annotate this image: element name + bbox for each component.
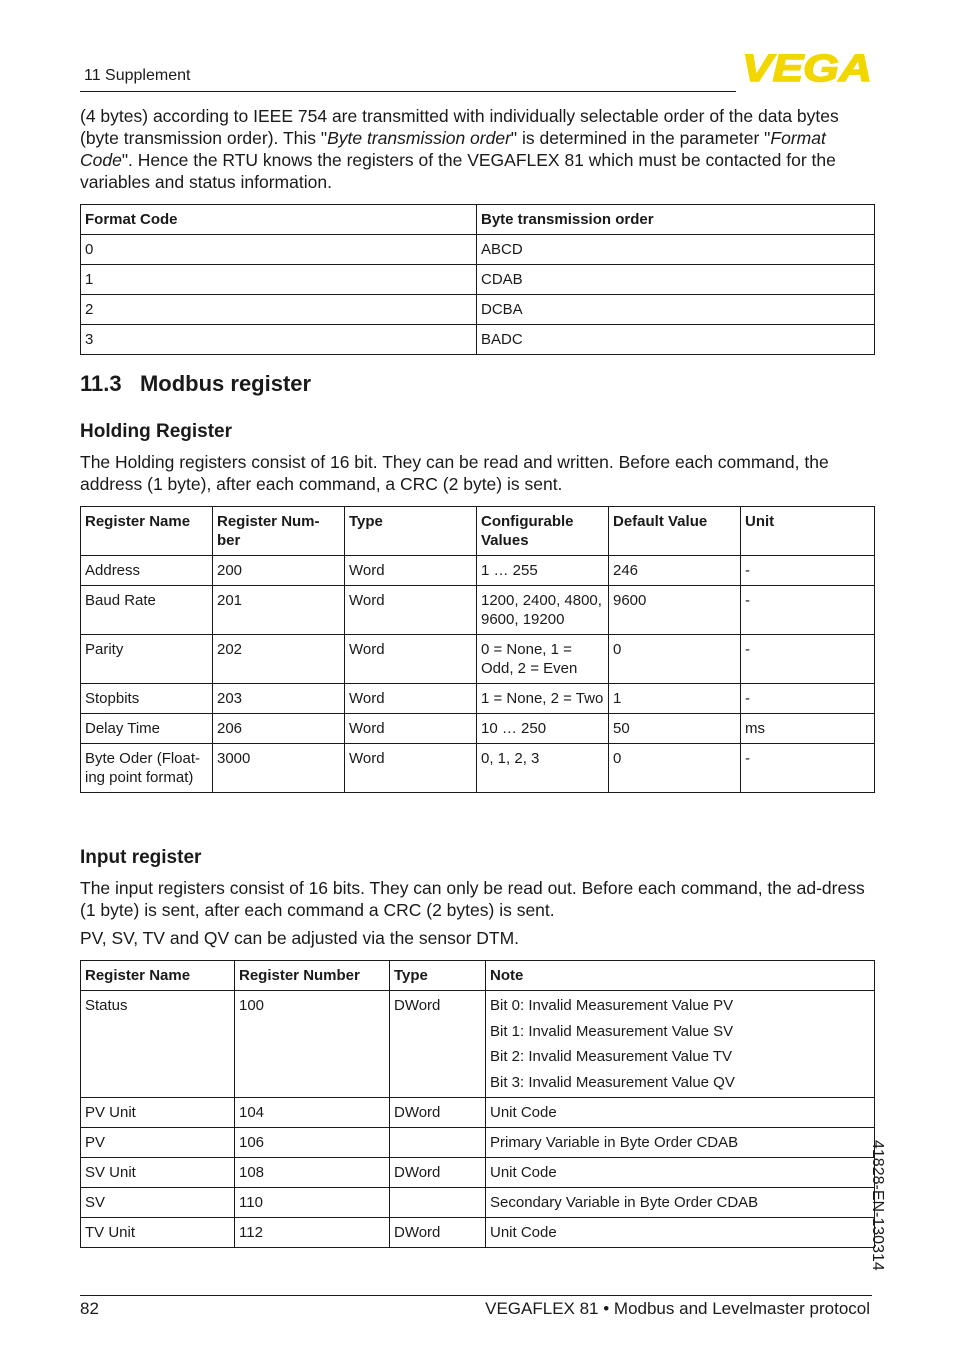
table-row (81, 991, 875, 1098)
column-header: Register Name (81, 507, 213, 556)
table-cell: 110 (235, 1187, 390, 1217)
holding-register-table (80, 506, 875, 793)
input-register-heading: Input register (80, 847, 202, 868)
table-cell: Stopbits (81, 684, 213, 714)
table-cell: - (741, 635, 875, 684)
holding-register-paragraph: The Holding registers consist of 16 bit. They can be read and written. Before each command, the address (1 byte), after each command, a CRC (2 byte) is sent. (80, 452, 829, 494)
table-cell: - (741, 744, 875, 793)
table-cell: DWord (390, 1097, 486, 1127)
note-line: Bit 1: Invalid Measurement Value SV (490, 1022, 734, 1040)
footer-title: VEGAFLEX 81 • Modbus and Levelmaster protocol (485, 1299, 870, 1318)
note-line: Bit 3: Invalid Measurement Value QV (490, 1073, 735, 1091)
table-cell: Parity (81, 635, 213, 684)
table-cell: Baud Rate (81, 586, 213, 635)
table-cell: PV Unit (81, 1097, 235, 1127)
table-row (81, 1187, 875, 1217)
table-cell: 100 (235, 991, 390, 1098)
table-cell: SV (81, 1187, 235, 1217)
table-cell: 1 = None, 2 = Two (477, 684, 609, 714)
table-cell: Unit Code (486, 1157, 875, 1187)
table-cell: 1 … 255 (477, 556, 609, 586)
table-cell: Unit Code (486, 1097, 875, 1127)
table-cell: Byte Oder (Float-ing point format) (81, 744, 213, 793)
running-header: 11 Supplement (84, 67, 191, 84)
note-line: Bit 2: Invalid Measurement Value TV (490, 1048, 733, 1065)
table-cell: 1200, 2400, 4800, 9600, 19200 (477, 586, 609, 635)
column-header: Unit (741, 507, 875, 556)
table-header-row (81, 507, 875, 556)
document-id: 41828-EN-130314 (869, 1140, 886, 1271)
table-cell: Word (345, 635, 477, 684)
column-header: Type (345, 507, 477, 556)
input-register-paragraph: The input registers consist of 16 bits. They can only be read out. Before each command, the ad-dress (1 byte) is sent, after each command a CRC (2 bytes) is sent. (80, 878, 865, 920)
table-row (81, 556, 875, 586)
table-row (81, 235, 875, 265)
table-cell: Address (81, 556, 213, 586)
column-header: Type (390, 961, 486, 991)
table-row (81, 265, 875, 295)
table-cell: Status (81, 991, 235, 1098)
table-cell: TV Unit (81, 1217, 235, 1247)
table-cell (486, 991, 875, 1098)
table-cell: DWord (390, 991, 486, 1098)
table-cell: ABCD (477, 235, 875, 265)
vega-logo-text: VEGA (742, 52, 872, 84)
table-cell: 2 (81, 295, 477, 325)
table-cell: DCBA (477, 295, 875, 325)
table-cell: 246 (609, 556, 741, 586)
table-cell: Word (345, 556, 477, 586)
table-cell: CDAB (477, 265, 875, 295)
table-row (81, 714, 875, 744)
footer-rule (80, 1295, 872, 1296)
table-cell: ms (741, 714, 875, 744)
table-cell: Word (345, 714, 477, 744)
table-cell: - (741, 684, 875, 714)
table-cell: DWord (390, 1217, 486, 1247)
holding-register-heading: Holding Register (80, 421, 233, 442)
table-cell: 106 (235, 1127, 390, 1157)
table-row (81, 1127, 875, 1157)
table-cell: 0 (609, 635, 741, 684)
table-cell: 1 (81, 265, 477, 295)
table-cell: 0, 1, 2, 3 (477, 744, 609, 793)
column-header: Default Value (609, 507, 741, 556)
table-row (81, 1157, 875, 1187)
table-cell: 200 (213, 556, 345, 586)
table-row (81, 295, 875, 325)
table-cell: Word (345, 586, 477, 635)
table-cell: Word (345, 684, 477, 714)
table-header-row (81, 961, 875, 991)
table-cell: 202 (213, 635, 345, 684)
table-cell: 201 (213, 586, 345, 635)
table-cell: - (741, 586, 875, 635)
column-header: Register Num-ber (213, 507, 345, 556)
table-cell: 10 … 250 (477, 714, 609, 744)
table-cell: 3000 (213, 744, 345, 793)
table-cell: 0 = None, 1 = Odd, 2 = Even (477, 635, 609, 684)
table-cell (390, 1187, 486, 1217)
table-cell: - (741, 556, 875, 586)
table-row (81, 325, 875, 355)
table-cell: 50 (609, 714, 741, 744)
column-header: Note (486, 961, 875, 991)
vega-logo (741, 52, 873, 84)
table-row (81, 586, 875, 635)
column-header: Register Name (81, 961, 235, 991)
table-cell: BADC (477, 325, 875, 355)
table-cell: 104 (235, 1097, 390, 1127)
table-cell: 1 (609, 684, 741, 714)
header-rule (80, 91, 736, 92)
column-header: Configurable Values (477, 507, 609, 556)
table-cell: 9600 (609, 586, 741, 635)
table-cell: 0 (81, 235, 477, 265)
column-header: Format Code (81, 205, 477, 235)
input-register-note: PV, SV, TV and QV can be adjusted via the sensor DTM. (80, 928, 520, 948)
column-header: Byte transmission order (477, 205, 875, 235)
table-cell: PV (81, 1127, 235, 1157)
table-cell: Secondary Variable in Byte Order CDAB (486, 1187, 875, 1217)
table-cell: 112 (235, 1217, 390, 1247)
table-cell: Delay Time (81, 714, 213, 744)
table-cell: 108 (235, 1157, 390, 1187)
table-cell: 0 (609, 744, 741, 793)
table-header-row (81, 205, 875, 235)
table-cell: Word (345, 744, 477, 793)
intro-paragraph: (4 bytes) according to IEEE 754 are transmitted with individually selectable order of the data bytes (byte transmission order). This "Byte transmission order" is determined in the parameter "Format Code". Hence the RTU knows the registers of the VEGAFLEX 81 which must be contacted for the variables and status information. (80, 106, 839, 192)
table-cell: DWord (390, 1157, 486, 1187)
section-heading: 11.3 Modbus register (80, 371, 312, 396)
table-cell: Primary Variable in Byte Order CDAB (486, 1127, 875, 1157)
table-row (81, 1217, 875, 1247)
table-cell: Unit Code (486, 1217, 875, 1247)
table-cell: 206 (213, 714, 345, 744)
input-register-table (80, 960, 875, 1248)
format-code-table (80, 204, 875, 355)
table-cell: 203 (213, 684, 345, 714)
table-row (81, 744, 875, 793)
page-number: 82 (80, 1299, 99, 1318)
table-row (81, 1097, 875, 1127)
table-cell (390, 1127, 486, 1157)
table-row (81, 684, 875, 714)
note-line: Bit 0: Invalid Measurement Value PV (490, 997, 734, 1014)
column-header: Register Number (235, 961, 390, 991)
table-row (81, 635, 875, 684)
table-cell: 3 (81, 325, 477, 355)
table-cell: SV Unit (81, 1157, 235, 1187)
